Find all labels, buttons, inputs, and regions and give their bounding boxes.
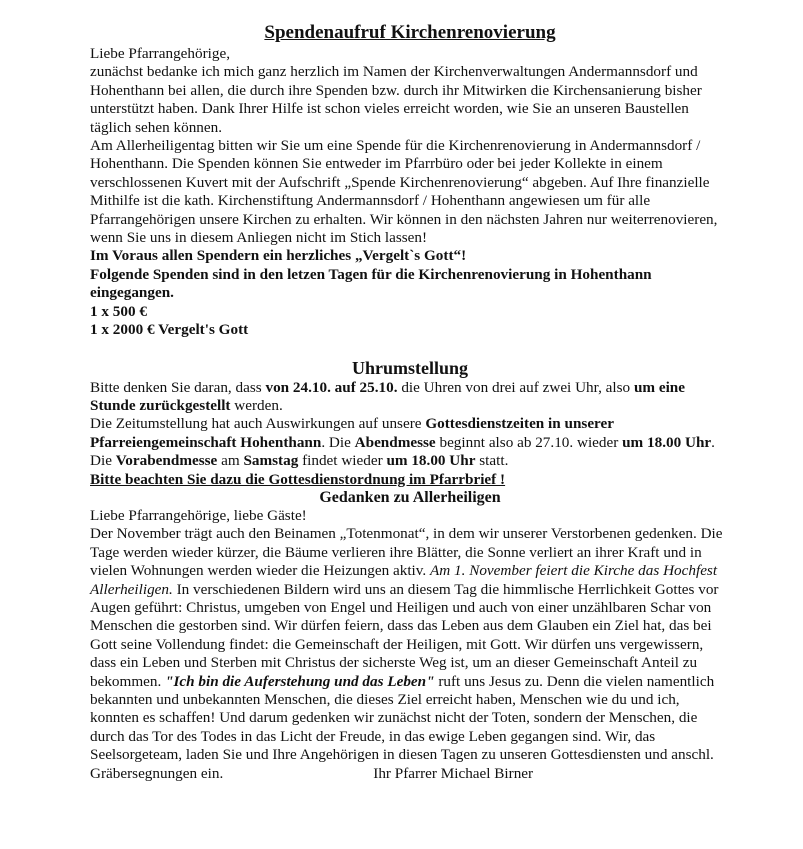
text-run: die Uhren von drei auf zwei Uhr, also [397,378,634,396]
text-run: findet wieder [298,452,387,470]
text-run: statt. [475,452,509,470]
all-saints-paragraph [90,525,730,783]
text-run: ruft uns Jesus zu. Denn die vielen namentlich bekannten und unbekannten Menschen, die dieses Ziel erreicht haben, Menschen wie du und ich, konnten es schaffen! Und darum gedenken wir zunächst nicht der Toten, sondern der Menschen, die durch das Tor des Todes in das Licht der Freude, in das ewige Leben gegangen sind. Wir, das Seelsorgeteam, laden Sie und Ihre Angehörigen in diesen Tagen zu unseren Gottesdiensten und anschl. Gräbersegnungen ein. [90,672,715,782]
text-run: . Die [321,433,355,451]
text-run: Bitte denken Sie daran, dass [90,378,266,396]
clock-change-date: von 24.10. auf 25.10. [265,378,398,396]
resurrection-quote: "Ich bin die Auferstehung und das Leben" [165,672,435,690]
clock-change-paragraph-2 [90,415,730,470]
text-run: am [217,452,244,470]
all-saints-greeting: Liebe Pfarrangehörige, liebe Gäste! [90,506,307,524]
donations-received-intro: Folgende Spenden sind in den letzen Tagen für die Kirchenrenovierung in Hohenthann eingegangen. [90,265,652,302]
document-page [90,22,730,783]
signature: Ihr Pfarrer Michael Birner [373,764,534,782]
donation-entry-2: 1 x 2000 € Vergelt's Gott [90,321,249,339]
vigil-mass-label: Vorabendmesse [115,452,218,470]
text-run: beginnt also ab 27.10. wieder [435,433,623,451]
donation-greeting: Liebe Pfarrangehörige, [90,45,230,62]
all-saints-title: Gedanken zu Allerheiligen [319,488,501,506]
clock-change-title: Uhrumstellung [351,357,468,378]
service-times-parish: Gottesdienstzeiten in unserer Pfarreiengemeinschaft Hohenthann [90,415,614,451]
evening-mass-time: um 18.00 Uhr [622,433,712,451]
evening-mass-label: Abendmesse [354,433,436,451]
text-run: In verschiedenen Bildern wird uns an diesem Tag die himmlische Herrlichkeit Gottes vor Augen geführt: Christus, umgeben von Engel und Heiligen und auch von einer unzählbaren Schar von Menschen die gestorben sind. Wir dürfen feiern, dass das Leben aus dem Glauben ein Ziel hat, das bei Gott seine Vollendung findet: die Gemeinschaft der Heiligen, mit Gott. Wir dürfen uns vergewissern, dass ein Leben und Sterben mit Christus der sicherste Weg ist, um an dieser Gemeinschaft Anteil zu bekommen. [90,580,719,690]
text-run: werden. [230,396,283,414]
all-saints-feast-sentence: Am 1. November feiert die Kirche das Hochfest Allerheiligen. [90,562,718,598]
donation-paragraph-thanks: zunächst bedanke ich mich ganz herzlich im Namen der Kirchenverwaltungen Andermannsdorf und Hohenthann bei allen, die durch ihre Spenden bzw. durch ihr Mitwirken die Kirchensanierung bisher unterstützt haben. Dank Ihrer Hilfe ist schon vieles erreicht worden, wie Sie an unseren Baustellen täglich sehen können. [90,63,702,136]
vigil-mass-day: Samstag [243,452,299,470]
donation-entry-1: 1 x 500 € [90,302,147,320]
clock-change-amount: um eine Stunde zurückgestellt [90,378,685,414]
service-schedule-note: Bitte beachten Sie dazu die Gottesdienstordnung im Pfarrbrief ! [90,470,506,488]
donation-paragraph-request: Am Allerheiligentag bitten wir Sie um eine Spende für die Kirchenrenovierung in Andermannsdorf / Hohenthann. Die Spenden können Sie entweder im Pfarrbüro oder bei jeder Kollekte in einem verschlossenen Kuvert mit der Aufschrift „Spende Kirchenrenovierung“ abgeben. Auf Ihre finanzielle Mithilfe ist die kath. Kirchenstiftung Andermannsdorf / Hohenthann angewiesen um für alle Pfarrangehörigen unsere Kirchen zu erhalten. Wir können in den nächsten Jahren nur weiterrenovieren, wenn Sie uns in diesem Anliegen nicht im Stich lassen! [90,137,718,247]
text-run: Die Zeitumstellung hat auch Auswirkungen auf unsere [90,415,426,433]
donation-thanks-line: Im Voraus allen Spendern ein herzliches „Vergelt`s Gott“! [90,247,467,265]
clock-change-paragraph-1 [90,379,730,416]
vigil-mass-time: um 18.00 Uhr [386,452,476,470]
donation-appeal-title: Spendenaufruf Kirchenrenovierung [264,22,556,43]
text-run: Der November trägt auch den Beinamen „Totenmonat“, in dem wir unserer Verstorbenen gedenken. Die Tage werden wieder kürzer, die Bäume verlieren ihre Blätter, die Sonne verliert an ihrer Kraft und in vielen Wohnungen werden wieder die Heizungen aktiv. [90,525,723,580]
text-run: . Die [90,433,715,470]
